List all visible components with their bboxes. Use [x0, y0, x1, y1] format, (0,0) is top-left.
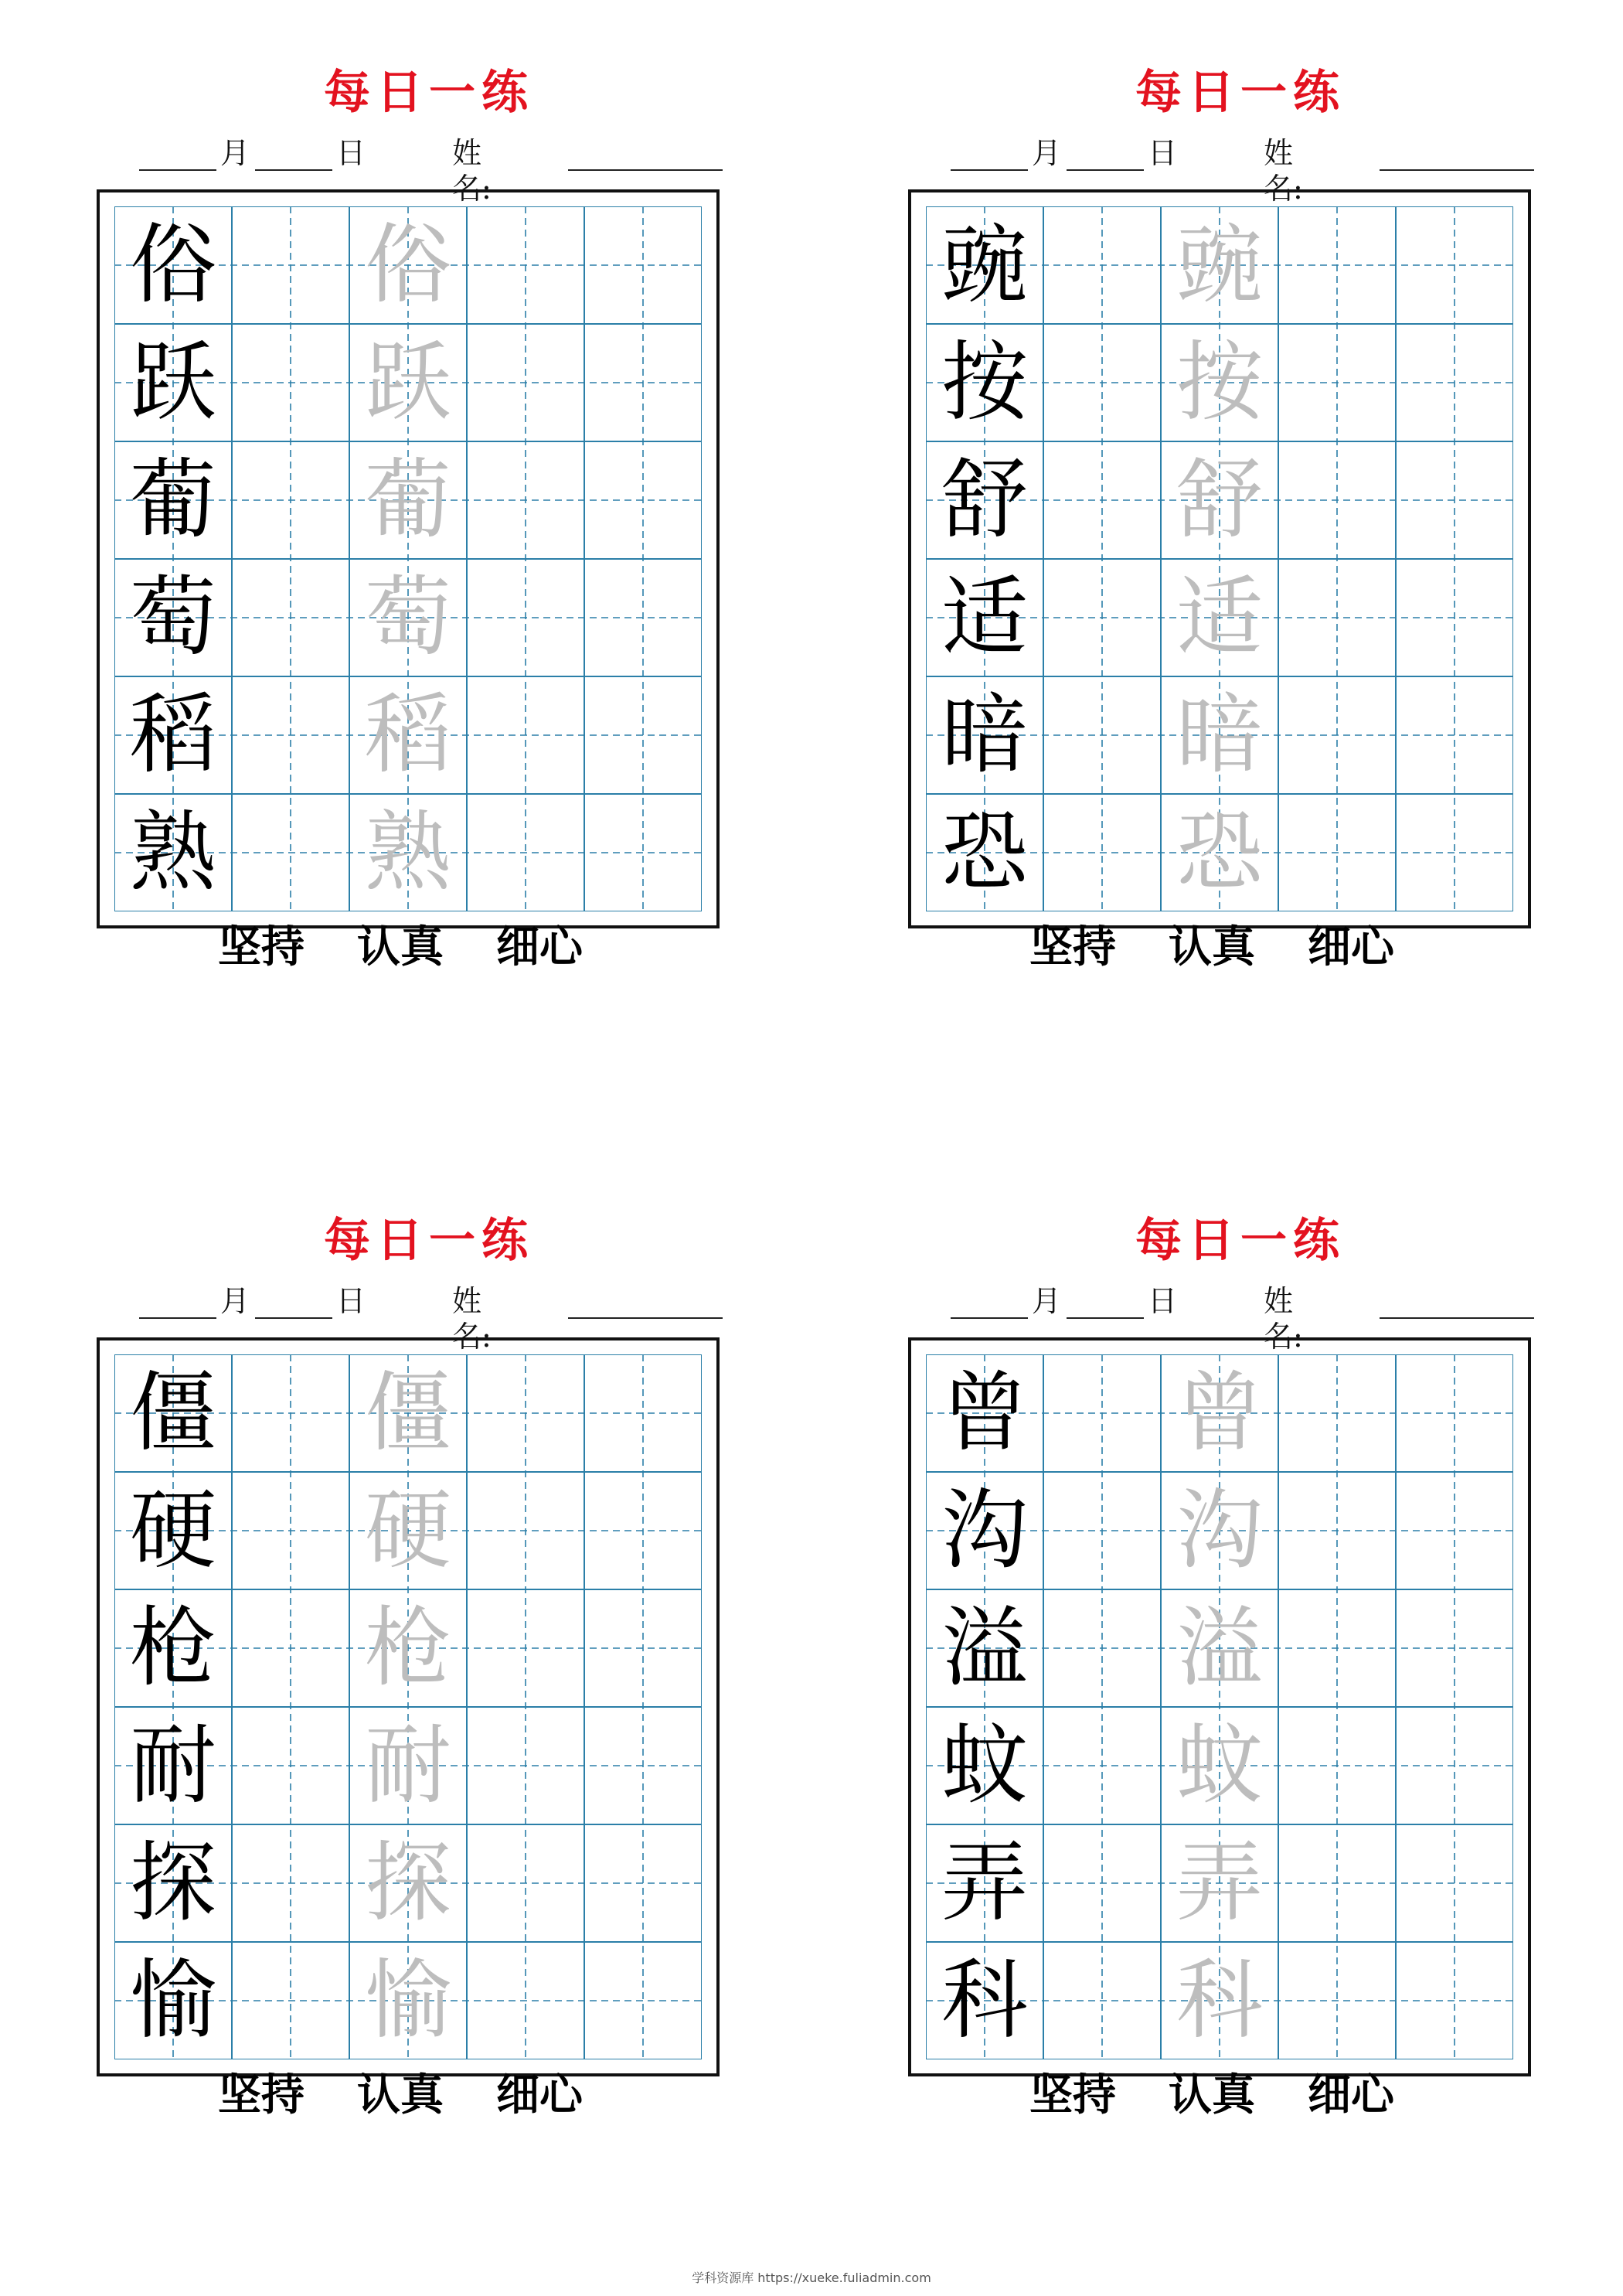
trace-character[interactable]: 弄	[1176, 1833, 1263, 1933]
model-character: 科	[941, 1950, 1028, 2051]
character-row	[114, 559, 702, 676]
trace-character[interactable]: 暗	[1176, 685, 1263, 785]
character-row	[114, 441, 702, 559]
trace-character[interactable]: 适	[1176, 567, 1263, 668]
sheet-title: 每日一练	[324, 1214, 534, 1268]
model-character: 硬	[130, 1480, 216, 1581]
trace-character[interactable]: 俗	[365, 215, 451, 315]
sheet-title: 每日一练	[1135, 66, 1346, 120]
motto-item: 坚持	[1029, 2069, 1116, 2121]
model-character: 僵	[130, 1363, 216, 1463]
trace-character[interactable]: 曾	[1176, 1363, 1263, 1463]
model-character: 熟	[130, 802, 216, 903]
character-row	[114, 1354, 702, 1472]
month-label: 月	[220, 136, 250, 170]
character-row	[114, 1707, 702, 1824]
trace-character[interactable]: 溢	[1176, 1598, 1263, 1698]
model-character: 暗	[941, 685, 1028, 785]
character-row	[926, 206, 1513, 324]
month-label: 月	[220, 1284, 250, 1318]
trace-character[interactable]: 硬	[365, 1480, 451, 1581]
character-row	[926, 1707, 1513, 1824]
trace-character[interactable]: 跃	[365, 332, 451, 433]
model-character: 舒	[941, 450, 1028, 550]
model-character: 耐	[130, 1715, 216, 1816]
trace-character[interactable]: 萄	[365, 567, 451, 668]
character-row	[926, 1589, 1513, 1707]
month-blank[interactable]	[139, 1317, 216, 1319]
model-character: 跃	[130, 332, 216, 433]
model-character: 豌	[941, 215, 1028, 315]
model-character: 稻	[130, 685, 216, 785]
model-character: 枪	[130, 1598, 216, 1698]
day-label: 日	[336, 136, 366, 170]
trace-character[interactable]: 愉	[365, 1950, 451, 2051]
character-row	[926, 1824, 1513, 1942]
character-row	[114, 676, 702, 794]
model-character: 葡	[130, 450, 216, 550]
trace-character[interactable]: 蚊	[1176, 1715, 1263, 1816]
motto	[81, 2068, 720, 2122]
month-label: 月	[1032, 1284, 1062, 1318]
character-row	[114, 1472, 702, 1589]
trace-character[interactable]: 豌	[1176, 215, 1263, 315]
practice-sheet	[81, 66, 777, 973]
month-blank[interactable]	[139, 169, 216, 171]
model-character: 愉	[130, 1950, 216, 2051]
name-label: 姓名:	[1264, 136, 1303, 206]
model-character: 曾	[941, 1363, 1028, 1463]
day-blank[interactable]	[255, 169, 332, 171]
day-label: 日	[1148, 1284, 1178, 1318]
month-blank[interactable]	[951, 169, 1028, 171]
character-row	[114, 794, 702, 911]
motto-item: 坚持	[218, 2069, 305, 2121]
name-label: 姓名:	[452, 136, 492, 206]
trace-character[interactable]: 葡	[365, 450, 451, 550]
model-character: 俗	[130, 215, 216, 315]
motto-item: 认真	[1169, 2069, 1255, 2121]
name-label: 姓名:	[1264, 1284, 1303, 1354]
character-row	[114, 206, 702, 324]
model-character: 弄	[941, 1833, 1028, 1933]
trace-character[interactable]: 稻	[365, 685, 451, 785]
name-blank[interactable]	[1380, 169, 1534, 171]
character-row	[926, 1354, 1513, 1472]
writing-grid-frame	[908, 1337, 1531, 2076]
motto-item: 认真	[357, 921, 444, 973]
practice-sheet	[893, 66, 1588, 973]
day-label: 日	[336, 1284, 366, 1318]
name-label: 姓名:	[452, 1284, 492, 1354]
model-character: 恐	[941, 802, 1028, 903]
character-row	[114, 1589, 702, 1707]
character-row	[926, 559, 1513, 676]
motto	[893, 920, 1531, 974]
model-character: 萄	[130, 567, 216, 668]
name-blank[interactable]	[1380, 1317, 1534, 1319]
name-blank[interactable]	[568, 169, 723, 171]
month-label: 月	[1032, 136, 1062, 170]
trace-character[interactable]: 探	[365, 1833, 451, 1933]
tianzige-grid[interactable]	[114, 206, 702, 911]
trace-character[interactable]: 僵	[365, 1363, 451, 1463]
trace-character[interactable]: 枪	[365, 1598, 451, 1698]
tianzige-grid[interactable]	[926, 1354, 1513, 2059]
page-footer: 学科资源库 https://xueke.fuliadmin.com	[692, 2270, 931, 2285]
trace-character[interactable]: 舒	[1176, 450, 1263, 550]
motto-item: 认真	[1169, 921, 1255, 973]
writing-grid-frame	[908, 189, 1531, 928]
tianzige-grid[interactable]	[114, 1354, 702, 2059]
trace-character[interactable]: 科	[1176, 1950, 1263, 2051]
month-blank[interactable]	[951, 1317, 1028, 1319]
trace-character[interactable]: 恐	[1176, 802, 1263, 903]
character-row	[926, 1942, 1513, 2059]
name-blank[interactable]	[568, 1317, 723, 1319]
motto	[81, 920, 720, 974]
trace-character[interactable]: 熟	[365, 802, 451, 903]
tianzige-grid[interactable]	[926, 206, 1513, 911]
motto-item: 细心	[496, 921, 583, 973]
motto-item: 坚持	[1029, 921, 1116, 973]
motto-item: 认真	[357, 2069, 444, 2121]
character-row	[114, 1942, 702, 2059]
trace-character[interactable]: 沟	[1176, 1480, 1263, 1581]
character-row	[926, 441, 1513, 559]
motto-item: 细心	[496, 2069, 583, 2121]
model-character: 探	[130, 1833, 216, 1933]
character-row	[114, 1824, 702, 1942]
day-blank[interactable]	[1067, 169, 1144, 171]
character-row	[926, 1472, 1513, 1589]
model-character: 按	[941, 332, 1028, 433]
trace-character[interactable]: 耐	[365, 1715, 451, 1816]
practice-sheet	[893, 1214, 1588, 2121]
sheet-title: 每日一练	[324, 66, 534, 120]
character-row	[114, 324, 702, 441]
character-row	[926, 324, 1513, 441]
motto	[893, 2068, 1531, 2122]
day-blank[interactable]	[1067, 1317, 1144, 1319]
sheet-title: 每日一练	[1135, 1214, 1346, 1268]
day-label: 日	[1148, 136, 1178, 170]
motto-item: 细心	[1308, 2069, 1394, 2121]
writing-grid-frame	[97, 1337, 720, 2076]
trace-character[interactable]: 按	[1176, 332, 1263, 433]
practice-sheet	[81, 1214, 777, 2121]
model-character: 沟	[941, 1480, 1028, 1581]
character-row	[926, 794, 1513, 911]
day-blank[interactable]	[255, 1317, 332, 1319]
model-character: 蚊	[941, 1715, 1028, 1816]
motto-item: 坚持	[218, 921, 305, 973]
model-character: 溢	[941, 1598, 1028, 1698]
character-row	[926, 676, 1513, 794]
writing-grid-frame	[97, 189, 720, 928]
motto-item: 细心	[1308, 921, 1394, 973]
model-character: 适	[941, 567, 1028, 668]
